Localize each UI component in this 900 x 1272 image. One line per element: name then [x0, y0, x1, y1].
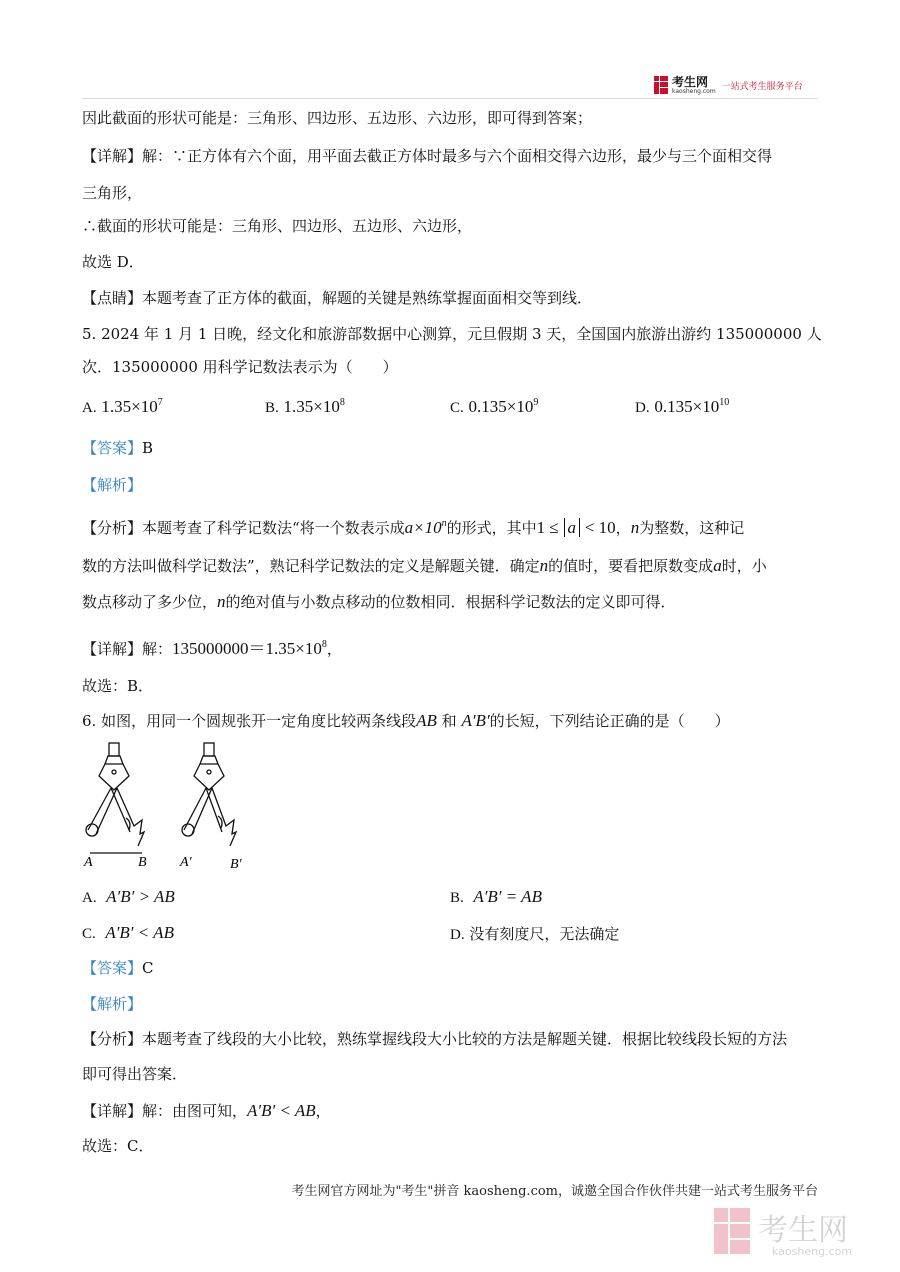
q6-analysis-line2: 即可得出答案． [82, 1065, 188, 1083]
logo-name: 考生网 [672, 74, 709, 89]
q5-option-d [635, 397, 729, 417]
logo-domain: kaosheng.com [672, 87, 716, 95]
q6-analysis-line1: 【分析】本题考查了线段的大小比较，熟练掌握线段大小比较的方法是解题关键．根据比较线段长短的方法 [82, 1030, 788, 1048]
detail-formula: $135000000=1.35\times 10^8$ [172, 639, 327, 658]
option-label: C. [450, 400, 464, 416]
q6-option-b: B. A′B′ = AB [450, 887, 542, 906]
q4-choose: 故选 D． [82, 253, 144, 271]
logo-text [672, 76, 716, 95]
q4-detail-line1: 【详解】解：∵正方体有六个面，用平面去截正方体时最多与六个面相交得六边形，最少与三个面相交得 [82, 147, 773, 165]
kaosheng-logo-icon [654, 76, 668, 94]
answer-tag: 【答案】 [82, 959, 143, 977]
label-b: B [138, 855, 147, 870]
label-a: A [84, 855, 93, 870]
compass-1 [86, 743, 144, 846]
option-value: $1.35\times 10^7$ [101, 397, 163, 416]
answer-value: C [142, 959, 154, 977]
q6-option-d: D. 没有刻度尺，无法确定 [450, 925, 620, 943]
watermark-domain: kaosheng.com [772, 1245, 853, 1258]
q6-choose: 故选：C． [82, 1137, 154, 1155]
watermark [712, 1206, 882, 1258]
abs-a: a [564, 518, 581, 537]
q5-detail: 【详解】解：$135000000=1.35\times 10^8$， [82, 639, 342, 658]
q4-comment: 【点睛】本题考查了正方体的截面，解题的关键是熟练掌握面面相交等到线． [82, 289, 593, 307]
q4-therefore: ∴截面的形状可能是：三角形、四边形、五边形、六边形， [82, 217, 473, 235]
answer-value: B [142, 439, 154, 457]
label-b-prime: B′ [230, 857, 242, 872]
option-label: D. [635, 400, 650, 416]
q5-analysis-line1: 【分析】本题考查了科学记数法“将一个数表示成$a\times 10^n$的形式，其中1 ≤ a < 10，n为整数，这种记 [82, 518, 745, 537]
q5-stem-line2: 次．135000000 用科学记数法表示为（ ） [82, 358, 398, 376]
watermark-logo-icon [712, 1206, 882, 1258]
compass-figure [82, 742, 262, 872]
header-divider [82, 98, 818, 99]
q6-option-c: C. A′B′ < AB [82, 923, 174, 942]
q4-detail-line2: 三角形， [82, 184, 143, 202]
q5-stem-line1: 5. 2024 年 1 月 1 日晚，经文化和旅游部数据中心测算，元旦假期 3 天，全国国内旅游出游约 135000000 人 [82, 325, 822, 343]
option-value: $0.135\times 10^{10}$ [654, 397, 730, 416]
q6-option-a: A. A′B′ > AB [82, 887, 175, 906]
q5-analysis-line2: 数的方法叫做科学记数法”，熟记科学记数法的定义是解题关键．确定n的值时，要看把原数变成a时，小 [82, 556, 767, 575]
option-label: B. [265, 400, 279, 416]
header-logo [654, 73, 803, 97]
q6-stem: 6. 如图，用同一个圆规张开一定角度比较两条线段AB 和 A′B′的长短，下列结论正确的是（ ） [82, 711, 730, 730]
option-label: A. [82, 400, 97, 416]
answer-tag: 【答案】 [82, 439, 143, 457]
label-a-prime: A′ [180, 855, 192, 870]
q5-answer [82, 437, 153, 459]
watermark-name: 考生网 [758, 1213, 848, 1248]
compass-2 [182, 743, 236, 846]
option-value: $1.35\times 10^8$ [283, 397, 345, 416]
logo-slogan: 一站式考生服务平台 [721, 81, 803, 92]
q6-detail: 【详解】解：由图可知，A′B′ < AB， [82, 1101, 331, 1120]
q5-analysis-line3: 数点移动了多少位，n的绝对值与小数点移动的位数相同．根据科学记数法的定义即可得． [82, 592, 676, 611]
formula: $a\times 10^n$ [404, 518, 447, 537]
q4-line: 因此截面的形状可能是：三角形、四边形、五边形、六边形，即可得到答案； [82, 109, 593, 127]
q6-answer [82, 957, 154, 979]
q6-analysis-tag: 【解析】 [82, 995, 143, 1013]
q5-option-b [265, 397, 345, 417]
q5-option-a [82, 397, 163, 417]
footer-text: 考生网官方网址为"考生"拼音 kaosheng.com，诚邀全国合作伙伴共建一站式考生服务平台 [291, 1184, 818, 1199]
q5-choose: 故选：B． [82, 677, 154, 695]
q5-option-c [450, 397, 538, 417]
option-value: $0.135\times 10^9$ [468, 397, 539, 416]
q5-analysis-tag: 【解析】 [82, 476, 143, 494]
